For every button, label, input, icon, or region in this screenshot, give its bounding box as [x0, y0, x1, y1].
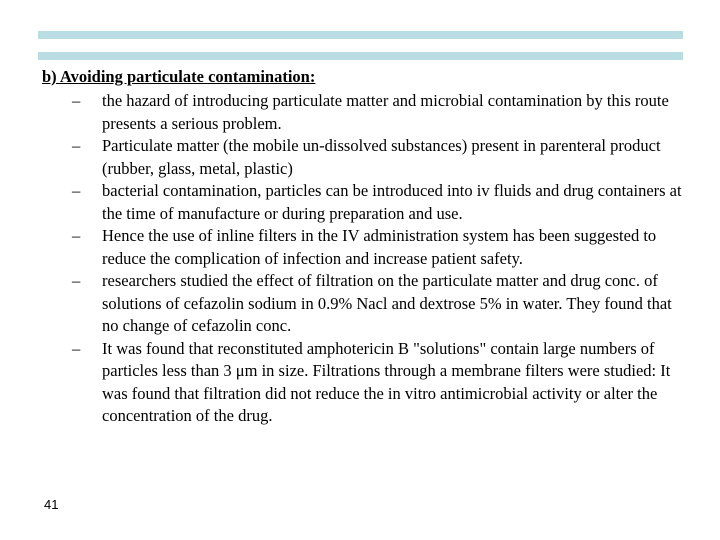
bullet-list: [42, 90, 692, 428]
bullet-text: the hazard of introducing particulate matter and microbial contamination by this route presents a serious problem.: [102, 91, 669, 133]
dash-marker: –: [72, 226, 81, 245]
bullet-item: [42, 135, 692, 180]
bullet-text: It was found that reconstituted amphotericin B "solutions" contain large numbers of particles less than 3 μm in size. Filtrations through a membrane filters were studied: It was found that filtration did not reduce the in vitro antimicrobial activity or alter the concentration of the drug.: [102, 338, 671, 425]
slide-content: [42, 66, 692, 428]
bullet-text: Hence the use of inline filters in the IV administration system has been suggested to reduce the complication of infection and increase patient safety.: [102, 226, 657, 268]
bullet-item: [42, 225, 692, 270]
bullet-item: [42, 338, 692, 428]
dash-marker: –: [72, 136, 81, 155]
dash-marker: –: [72, 271, 81, 290]
bullet-text: Particulate matter (the mobile un-dissolved substances) present in parenteral product (rubber, glass, metal, plastic): [102, 136, 661, 178]
dash-marker: –: [72, 91, 81, 110]
section-heading: b) Avoiding particulate contamination:: [42, 67, 316, 86]
bullet-text: bacterial contamination, particles can be introduced into iv fluids and drug containers at the time of manufacture or during preparation and use.: [102, 181, 682, 223]
bullet-text: researchers studied the effect of filtration on the particulate matter and drug conc. of solutions of cefazolin sodium in 0.9% Nacl and dextrose 5% in water. They found that no change of cefazolin conc.: [102, 271, 672, 335]
bullet-item: [42, 270, 692, 338]
top-accent-bar: [38, 31, 683, 39]
dash-marker: –: [72, 181, 81, 200]
bullet-item: [42, 180, 692, 225]
page-number: 41: [44, 497, 59, 512]
bullet-item: [42, 90, 692, 135]
secondary-accent-bar: [38, 52, 683, 60]
dash-marker: –: [72, 338, 81, 358]
